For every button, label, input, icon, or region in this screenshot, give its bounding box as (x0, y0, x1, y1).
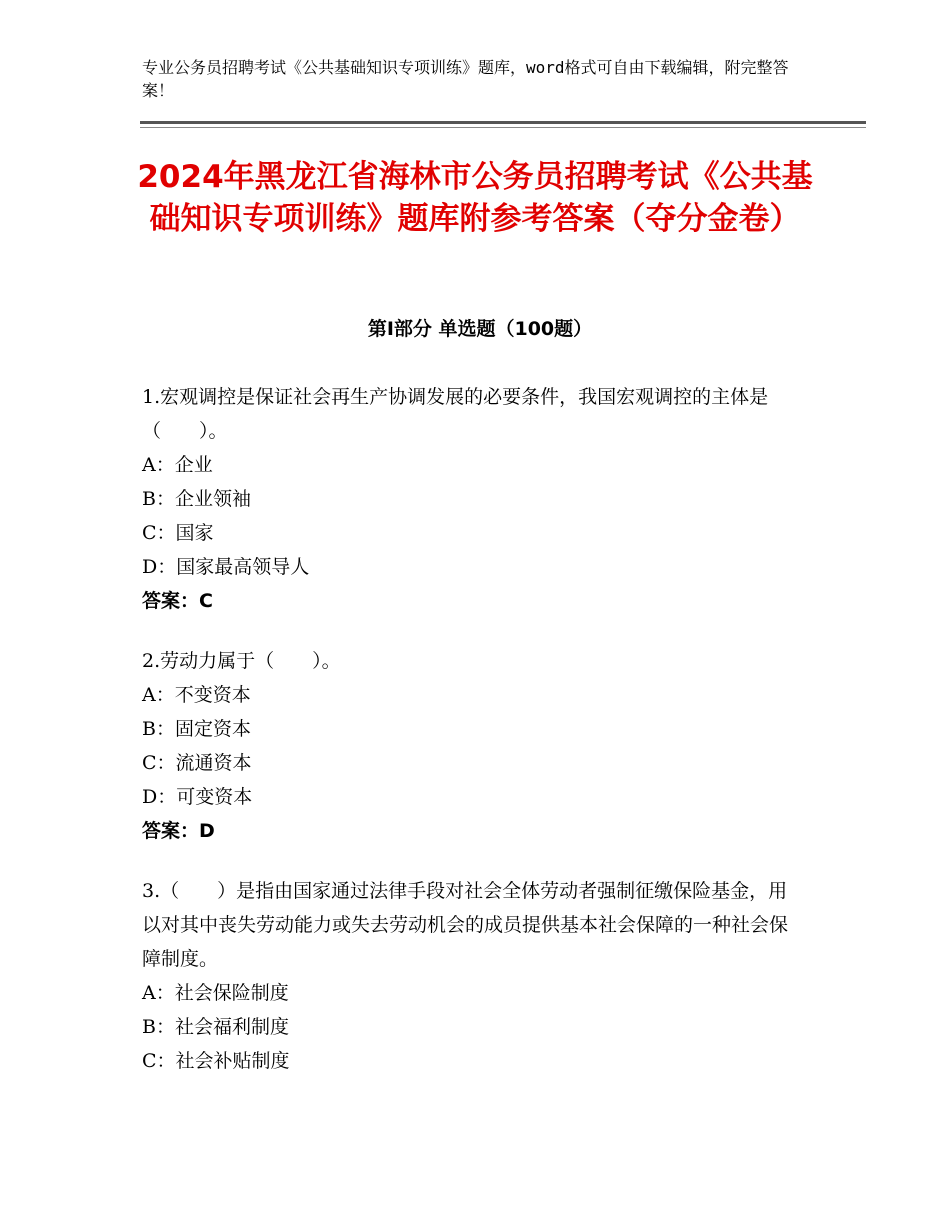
section-title: 第Ⅰ部分 单选题（100题） (367, 318, 593, 340)
option-c: C：国家 (142, 522, 214, 544)
option-b: B：固定资本 (142, 718, 251, 740)
question-2 (142, 644, 802, 848)
header-note: 专业公务员招聘考试《公共基础知识专项训练》题库，word格式可自由下载编辑，附完整答案！ (142, 58, 789, 100)
answer: 答案：D (142, 820, 215, 842)
question-stem: 3.（ ）是指由国家通过法律手段对社会全体劳动者强制征缴保险基金，用以对其中丧失劳动能力或失去劳动机会的成员提供基本社会保障的一种社会保障制度。 (142, 880, 789, 970)
option-a: A：不变资本 (142, 684, 251, 706)
option-d: D：可变资本 (142, 786, 253, 808)
option-b: B：社会福利制度 (142, 1016, 289, 1038)
question-3 (142, 874, 802, 1078)
option-d: D：国家最高领导人 (142, 556, 310, 578)
question-1 (142, 380, 802, 618)
question-list (142, 380, 802, 1104)
option-a: A：企业 (142, 454, 213, 476)
option-a: A：社会保险制度 (142, 982, 289, 1004)
header-divider-thin (140, 127, 866, 128)
document-title: 2024年黑龙江省海林市公务员招聘考试《公共基础知识专项训练》题库附参考答案（夺分金卷） (137, 159, 813, 237)
option-c: C：流通资本 (142, 752, 252, 774)
question-stem: 1.宏观调控是保证社会再生产协调发展的必要条件，我国宏观调控的主体是（ ）。 (142, 386, 769, 442)
header-divider (140, 121, 866, 124)
option-b: B：企业领袖 (142, 488, 251, 510)
answer: 答案：C (142, 590, 213, 612)
question-stem: 2.劳动力属于（ ）。 (142, 650, 341, 672)
option-c: C：社会补贴制度 (142, 1050, 290, 1072)
